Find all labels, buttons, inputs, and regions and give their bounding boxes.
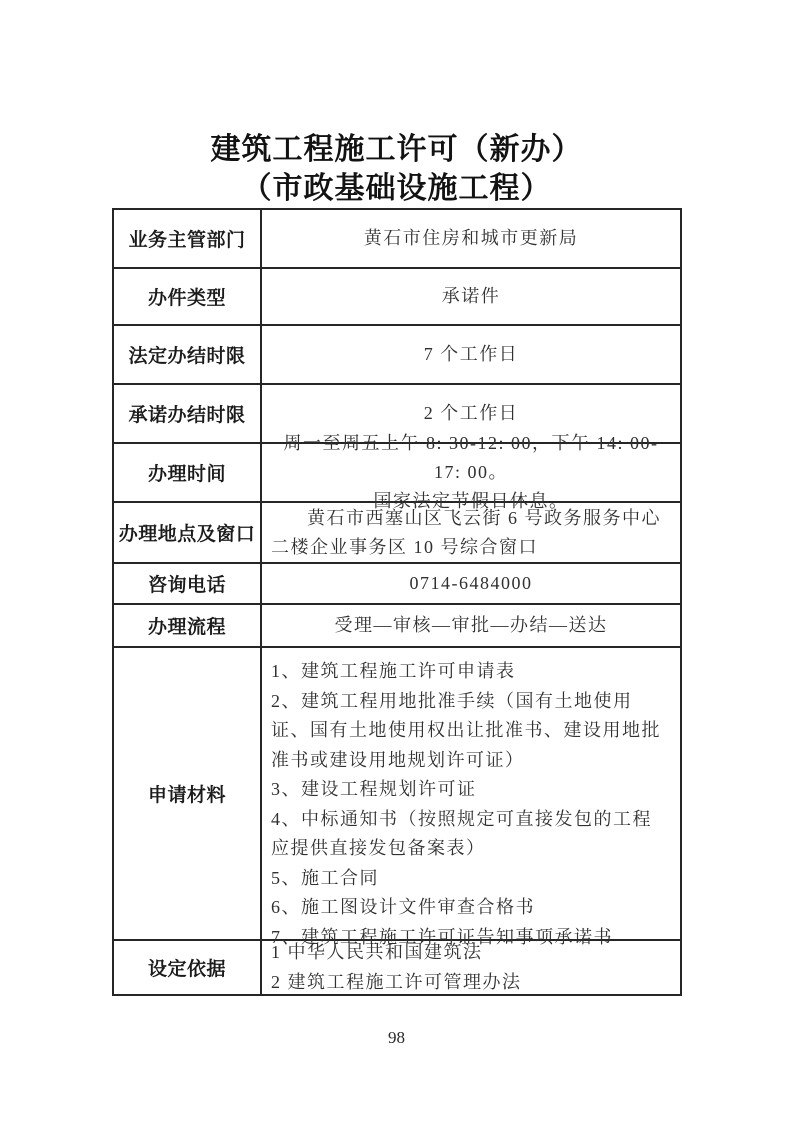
list-item: 4、中标通知书（按照规定可直接发包的工程应提供直接发包备案表） [271, 808, 652, 858]
table-row-phone [114, 562, 680, 603]
row-value: 7 个工作日 [423, 344, 519, 364]
list-item: 5、施工合同 [271, 867, 379, 888]
list-item: 2、建筑工程用地批准手续（国有土地使用证、国有土地使用权出让批准书、建设用地批准书或建设用地规划许可证） [271, 690, 661, 770]
table-row-legal-basis [114, 939, 680, 994]
row-value [262, 503, 680, 562]
row-value: 受理—审核—审批—办结—送达 [334, 615, 608, 635]
row-label: 申请材料 [114, 648, 262, 939]
row-label: 承诺办结时限 [114, 385, 262, 442]
table-row-office-hours [114, 433, 680, 511]
list-item: 1、建筑工程施工许可申请表 [271, 661, 516, 681]
table-row-department [114, 210, 680, 267]
row-label: 业务主管部门 [114, 210, 262, 267]
title-line-2: （市政基础设施工程） [241, 172, 552, 205]
row-value [262, 433, 680, 511]
title-line-1: 建筑工程施工许可（新办） [210, 133, 583, 166]
row-value phone-number: 0714-6484000 [409, 573, 533, 593]
service-info-table [112, 208, 682, 996]
table-row-location-window [114, 501, 680, 562]
row-label: 设定依据 [114, 941, 262, 994]
row-value: 2 个工作日 [423, 403, 519, 423]
page-number: 98 [388, 1028, 405, 1047]
office-hours-line-1: 周一至周五上午 8: 30-12: 00，下午 14: 00-17: 00。 [283, 433, 659, 482]
row-label: 办理时间 [114, 444, 262, 501]
row-label: 办理地点及窗口 [114, 503, 262, 562]
location-text: 黄石市西塞山区飞云街 6 号政务服务中心二楼企业事务区 10 号综合窗口 [271, 507, 661, 557]
row-label: 咨询电话 [114, 564, 262, 603]
table-row-application-materials [114, 646, 680, 947]
list-item: 6、施工图设计文件审查合格书 [271, 897, 535, 917]
table-row-item-type [114, 267, 680, 324]
materials-list [262, 648, 680, 947]
list-item: 3、建设工程规划许可证 [271, 779, 477, 799]
document-title [0, 0, 793, 208]
legal-basis-list [262, 941, 680, 994]
row-value: 黄石市住房和城市更新局 [363, 228, 579, 248]
table-row-process [114, 603, 680, 646]
office-hours-line-2: 国家法定节假日休息。 [373, 491, 569, 511]
row-label: 办理流程 [114, 605, 262, 646]
list-item: 1 中华人民共和国建筑法 [271, 942, 483, 962]
list-item: 7、建筑工程施工许可证告知事项承诺书 [271, 926, 613, 947]
row-label: 法定办结时限 [114, 326, 262, 383]
table-row-statutory-time-limit [114, 324, 680, 383]
row-value: 承诺件 [441, 286, 501, 306]
list-item: 2 建筑工程施工许可管理办法 [271, 971, 522, 992]
row-label: 办件类型 [114, 269, 262, 324]
